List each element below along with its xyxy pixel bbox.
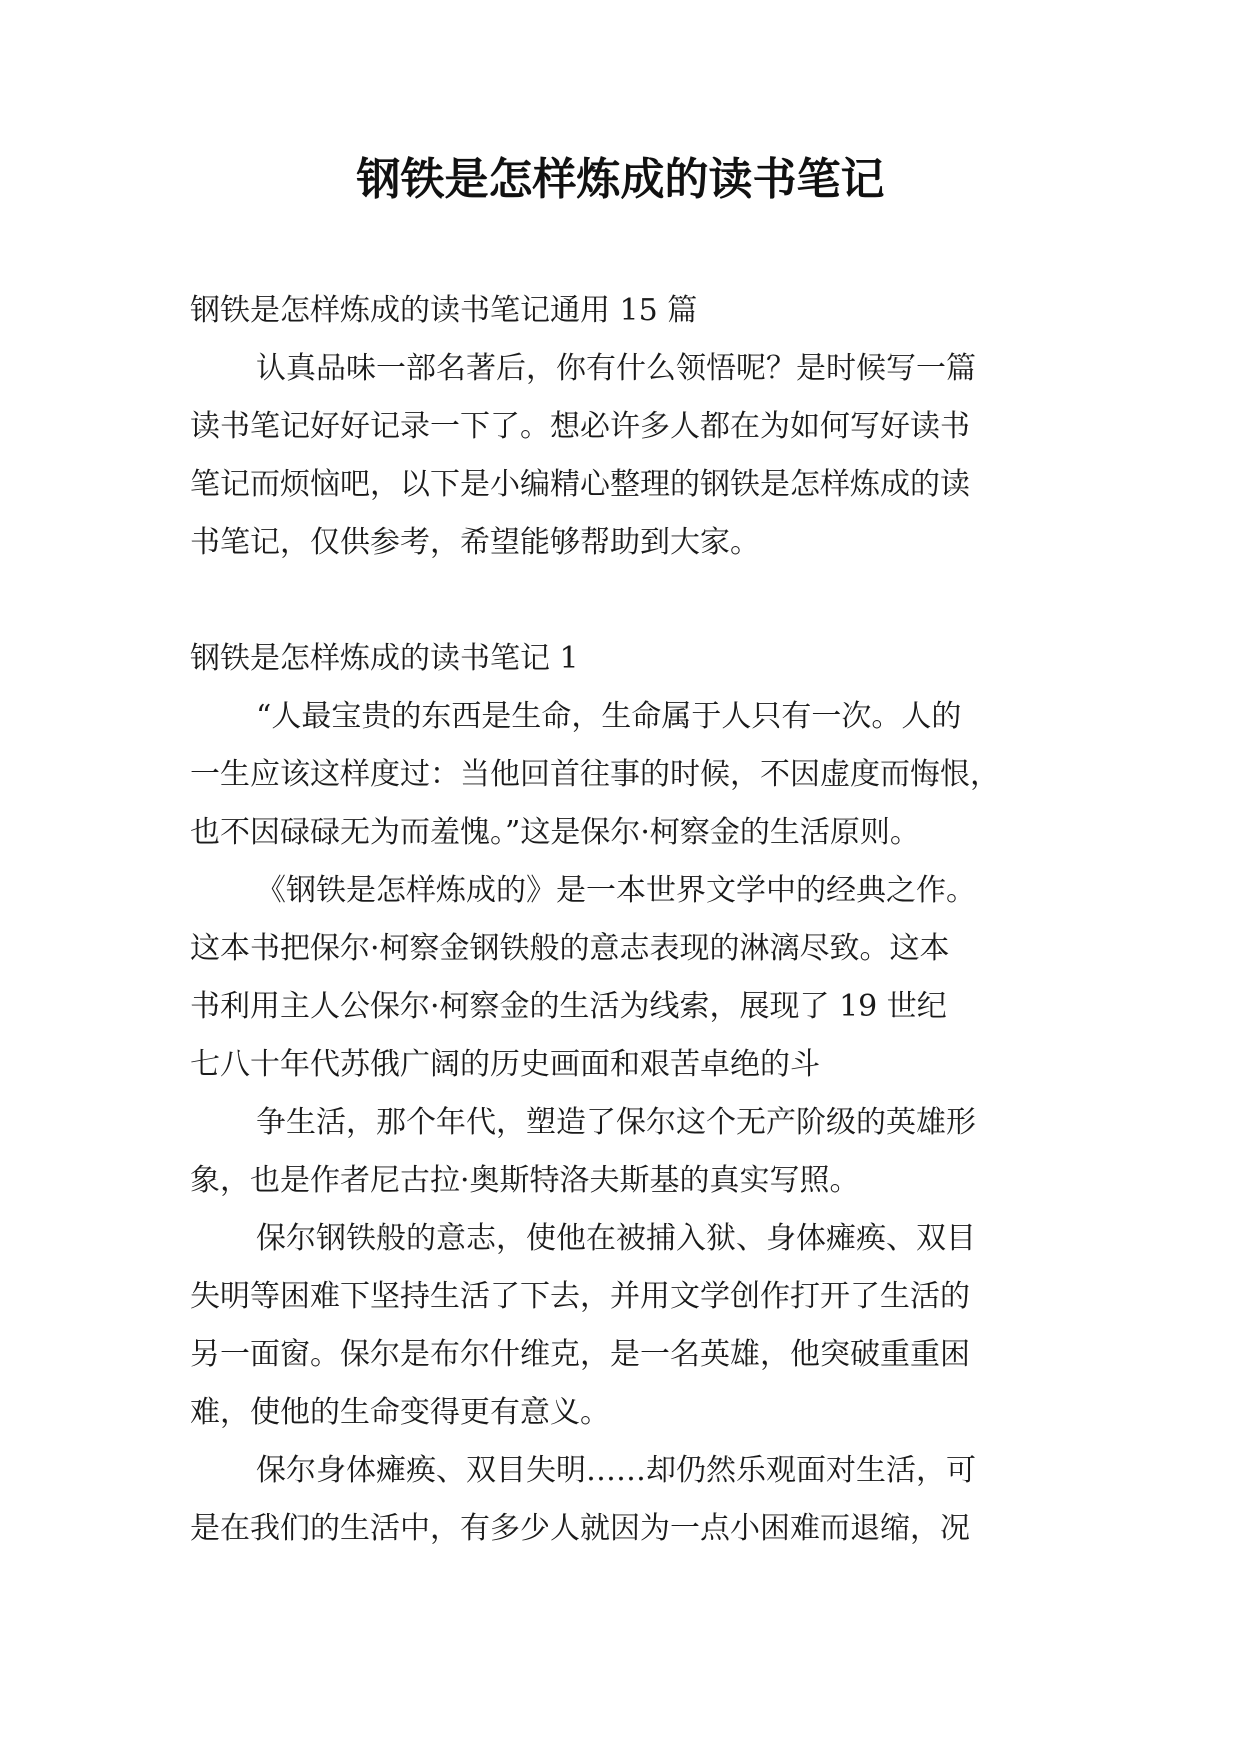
paragraph-line: 是在我们的生活中，有多少人就因为一点小困难而退缩，况 — [190, 1511, 970, 1546]
paragraph-line: 《钢铁是怎样炼成的》是一本世界文学中的经典之作。 — [256, 873, 976, 908]
document-body — [190, 282, 1050, 1558]
paragraph-line: 七八十年代苏俄广阔的历史画面和艰苦卓绝的斗 — [190, 1047, 820, 1082]
document-title: 钢铁是怎样炼成的读书笔记 — [356, 154, 885, 205]
paragraph-line: “人最宝贵的东西是生命，生命属于人只有一次。人的 — [256, 699, 962, 734]
intro-line: 笔记而烦恼吧，以下是小编精心整理的钢铁是怎样炼成的读 — [190, 467, 970, 502]
paragraph-line: 难，使他的生命变得更有意义。 — [190, 1395, 610, 1430]
paragraph-line: 争生活，那个年代，塑造了保尔这个无产阶级的英雄形 — [256, 1105, 976, 1140]
paragraph-line: 失明等困难下坚持生活了下去，并用文学创作打开了生活的 — [190, 1279, 970, 1314]
intro-line: 认真品味一部名著后，你有什么领悟呢？是时候写一篇 — [256, 351, 976, 386]
paragraph-line: 保尔身体瘫痪、双目失明……却仍然乐观面对生活，可 — [256, 1453, 976, 1488]
paragraph-line: 象，也是作者尼古拉·奥斯特洛夫斯基的真实写照。 — [190, 1163, 860, 1198]
document-subtitle: 钢铁是怎样炼成的读书笔记通用 15 篇 — [190, 293, 698, 328]
section-heading: 钢铁是怎样炼成的读书笔记 1 — [190, 641, 579, 676]
paragraph-line: 另一面窗。保尔是布尔什维克，是一名英雄，他突破重重困 — [190, 1337, 970, 1372]
paragraph-line: 也不因碌碌无为而羞愧。”这是保尔·柯察金的生活原则。 — [190, 815, 920, 850]
paragraph-gap — [190, 572, 1050, 630]
intro-line: 读书笔记好好记录一下了。想必许多人都在为如何写好读书 — [190, 409, 970, 444]
intro-line: 书笔记，仅供参考，希望能够帮助到大家。 — [190, 525, 760, 560]
paragraph-line: 保尔钢铁般的意志，使他在被捕入狱、身体瘫痪、双目 — [256, 1221, 976, 1256]
paragraph-line: 书利用主人公保尔·柯察金的生活为线索，展现了 19 世纪 — [190, 989, 947, 1024]
paragraph-line: 一生应该这样度过：当他回首往事的时候，不因虚度而悔恨， — [190, 757, 1000, 792]
paragraph-line: 这本书把保尔·柯察金钢铁般的意志表现的淋漓尽致。这本 — [190, 931, 950, 966]
